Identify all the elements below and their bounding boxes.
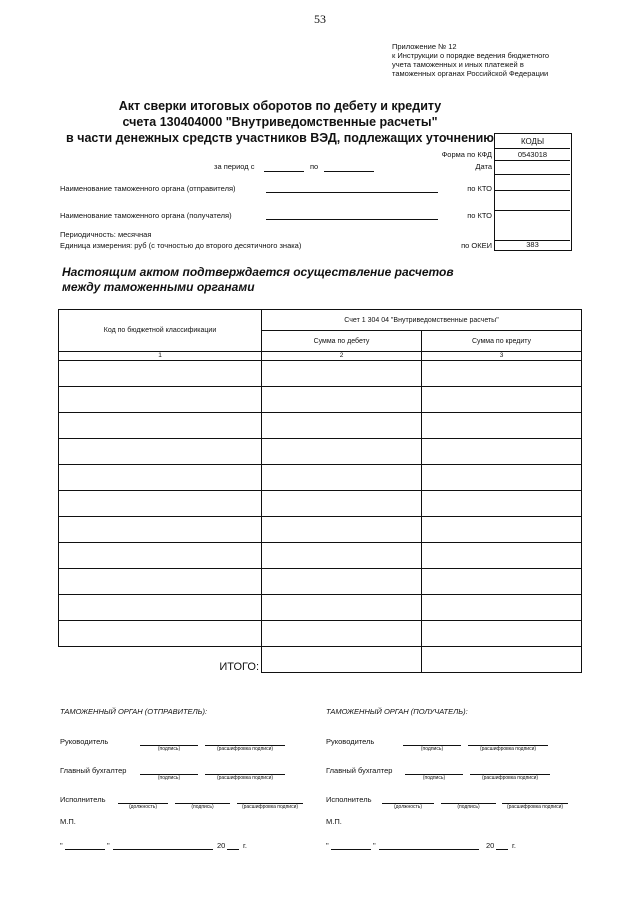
sender-seal: М.П. [60, 817, 76, 826]
credit-cell[interactable] [422, 413, 582, 439]
position-caption: (должность) [128, 804, 158, 810]
budget-code-cell[interactable] [59, 569, 262, 595]
table-row [59, 595, 582, 621]
debit-cell[interactable] [262, 439, 422, 465]
act-statement [62, 265, 482, 295]
sender-date-quote-close: " [107, 841, 110, 850]
signature-caption: (подпись) [422, 775, 446, 781]
debit-cell[interactable] [262, 465, 422, 491]
col-header-debit: Сумма по дебету [262, 331, 422, 352]
budget-code-cell[interactable] [59, 387, 262, 413]
appendix-line: учета таможенных и иных платежей в [392, 60, 524, 69]
signature-caption: (подпись) [191, 804, 214, 810]
credit-cell[interactable] [422, 595, 582, 621]
table-row [59, 517, 582, 543]
credit-cell[interactable] [422, 439, 582, 465]
codes-header: КОДЫ [495, 134, 570, 149]
col-group-header: Счет 1 304 04 "Внутриведомственные расчеты" [262, 310, 582, 331]
receiver-kto-label: по КТО [467, 211, 492, 220]
date-label: Дата [475, 162, 492, 171]
budget-code-cell[interactable] [59, 439, 262, 465]
credit-cell[interactable] [422, 491, 582, 517]
debit-cell[interactable] [262, 595, 422, 621]
credit-cell[interactable] [422, 621, 582, 647]
sender-year-suffix: г. [243, 841, 247, 850]
sender-date-day-field[interactable] [65, 849, 105, 850]
decode-caption: (расшифровка подписи) [479, 746, 537, 752]
signature-caption: (подпись) [420, 746, 444, 752]
sender-head-label: Руководитель [60, 737, 109, 746]
col-number: 2 [262, 352, 422, 361]
receiver-executor-label: Исполнитель [326, 795, 372, 804]
decode-caption: (расшифровка подписи) [216, 746, 274, 752]
page-number: 53 [314, 12, 326, 26]
sender-kto-code [495, 191, 570, 211]
debit-cell[interactable] [262, 387, 422, 413]
sender-date-month-field[interactable] [113, 849, 213, 850]
signature-caption: (подпись) [457, 804, 480, 810]
statement-line: между таможенными органами [62, 280, 255, 294]
okei-label: по ОКЕИ [461, 241, 492, 250]
period-to-label: по [310, 162, 319, 171]
receiver-year-field[interactable] [496, 849, 508, 850]
debit-cell[interactable] [262, 413, 422, 439]
total-row [59, 647, 582, 673]
credit-cell[interactable] [422, 361, 582, 387]
period-from-field[interactable] [264, 171, 304, 172]
table-row [59, 465, 582, 491]
okei-code: 383 [526, 240, 539, 249]
debit-cell[interactable] [262, 517, 422, 543]
appendix-line: к Инструкции о порядке ведения бюджетного [392, 51, 550, 60]
debit-cell[interactable] [262, 621, 422, 647]
receiver-date-month-field[interactable] [379, 849, 479, 850]
table-row [59, 491, 582, 517]
decode-caption: (расшифровка подписи) [216, 775, 274, 781]
empty-code [495, 175, 570, 191]
signature-caption: (подпись) [157, 746, 181, 752]
period-label: за период с [214, 162, 255, 171]
appendix-line: таможенных органах Российской Федерации [392, 69, 549, 78]
receiver-seal: М.П. [326, 817, 342, 826]
col-number: 1 [59, 352, 262, 361]
decode-caption: (расшифровка подписи) [506, 804, 564, 810]
sender-org-title: ТАМОЖЕННЫЙ ОРГАН (ОТПРАВИТЕЛЬ): [60, 707, 208, 716]
debit-cell[interactable] [262, 361, 422, 387]
sender-label: Наименование таможенного органа (отправителя) [60, 184, 236, 193]
title-line: счета 130404000 "Внутриведомственные расчеты" [122, 115, 438, 129]
kfd-label: Форма по КФД [441, 150, 492, 159]
table-row [59, 543, 582, 569]
period-to-field[interactable] [324, 171, 374, 172]
budget-code-cell[interactable] [59, 491, 262, 517]
col-header-budget-code: Код по бюджетной классификации [59, 310, 262, 352]
receiver-label: Наименование таможенного органа (получателя) [60, 211, 232, 220]
sender-year-prefix: 20 [217, 841, 226, 850]
receiver-accountant-label: Главный бухгалтер [326, 766, 393, 775]
title-line: в части денежных средств участников ВЭД, подлежащих уточнению [66, 131, 494, 145]
sender-date-quote-open: " [60, 841, 63, 850]
budget-code-cell[interactable] [59, 517, 262, 543]
col-header-credit: Сумма по кредиту [422, 331, 582, 352]
table-row [59, 361, 582, 387]
budget-code-cell[interactable] [59, 413, 262, 439]
receiver-date-quote-close: " [373, 841, 376, 850]
sender-accountant-label: Главный бухгалтер [60, 766, 127, 775]
reconciliation-table [58, 309, 581, 673]
receiver-head-label: Руководитель [326, 737, 375, 746]
table-row [59, 621, 582, 647]
kfd-code: 0543018 [495, 149, 570, 161]
codes-box [494, 133, 572, 251]
total-credit-cell[interactable] [422, 647, 582, 673]
budget-code-cell[interactable] [59, 595, 262, 621]
appendix-line: Приложение № 12 [392, 42, 457, 51]
periodicity: Периодичность: месячная [60, 230, 152, 239]
credit-cell[interactable] [422, 569, 582, 595]
budget-code-cell[interactable] [59, 621, 262, 647]
receiver-year-prefix: 20 [486, 841, 495, 850]
sender-year-field[interactable] [227, 849, 239, 850]
receiver-kto-code [495, 211, 570, 241]
receiver-date-day-field[interactable] [331, 849, 371, 850]
col-number: 3 [422, 352, 582, 361]
sender-executor-label: Исполнитель [60, 795, 106, 804]
credit-cell[interactable] [422, 543, 582, 569]
statement-line: Настоящим актом подтверждается осуществление расчетов [62, 265, 454, 279]
credit-cell[interactable] [422, 517, 582, 543]
credit-cell[interactable] [422, 387, 582, 413]
title-line: Акт сверки итоговых оборотов по дебету и кредиту [118, 99, 442, 113]
debit-cell[interactable] [262, 491, 422, 517]
decode-caption: (расшифровка подписи) [241, 804, 299, 810]
receiver-year-suffix: г. [512, 841, 516, 850]
credit-cell[interactable] [422, 465, 582, 491]
budget-code-cell[interactable] [59, 361, 262, 387]
position-caption: (должность) [393, 804, 423, 810]
date-code [495, 161, 570, 175]
receiver-org-title: ТАМОЖЕННЫЙ ОРГАН (ПОЛУЧАТЕЛЬ): [326, 707, 468, 716]
budget-code-cell[interactable] [59, 465, 262, 491]
receiver-date-quote-open: " [326, 841, 329, 850]
table-row [59, 387, 582, 413]
appendix-note [392, 42, 592, 78]
debit-cell[interactable] [262, 543, 422, 569]
table-row [59, 413, 582, 439]
table-row [59, 569, 582, 595]
unit: Единица измерения: руб (с точностью до второго десятичного знака) [60, 241, 302, 250]
document-title [60, 98, 500, 146]
table-row [59, 439, 582, 465]
budget-code-cell[interactable] [59, 543, 262, 569]
total-debit-cell[interactable] [262, 647, 422, 673]
total-label: ИТОГО: [59, 647, 262, 673]
decode-caption: (расшифровка подписи) [481, 775, 539, 781]
sender-kto-label: по КТО [467, 184, 492, 193]
signature-caption: (подпись) [157, 775, 181, 781]
debit-cell[interactable] [262, 569, 422, 595]
